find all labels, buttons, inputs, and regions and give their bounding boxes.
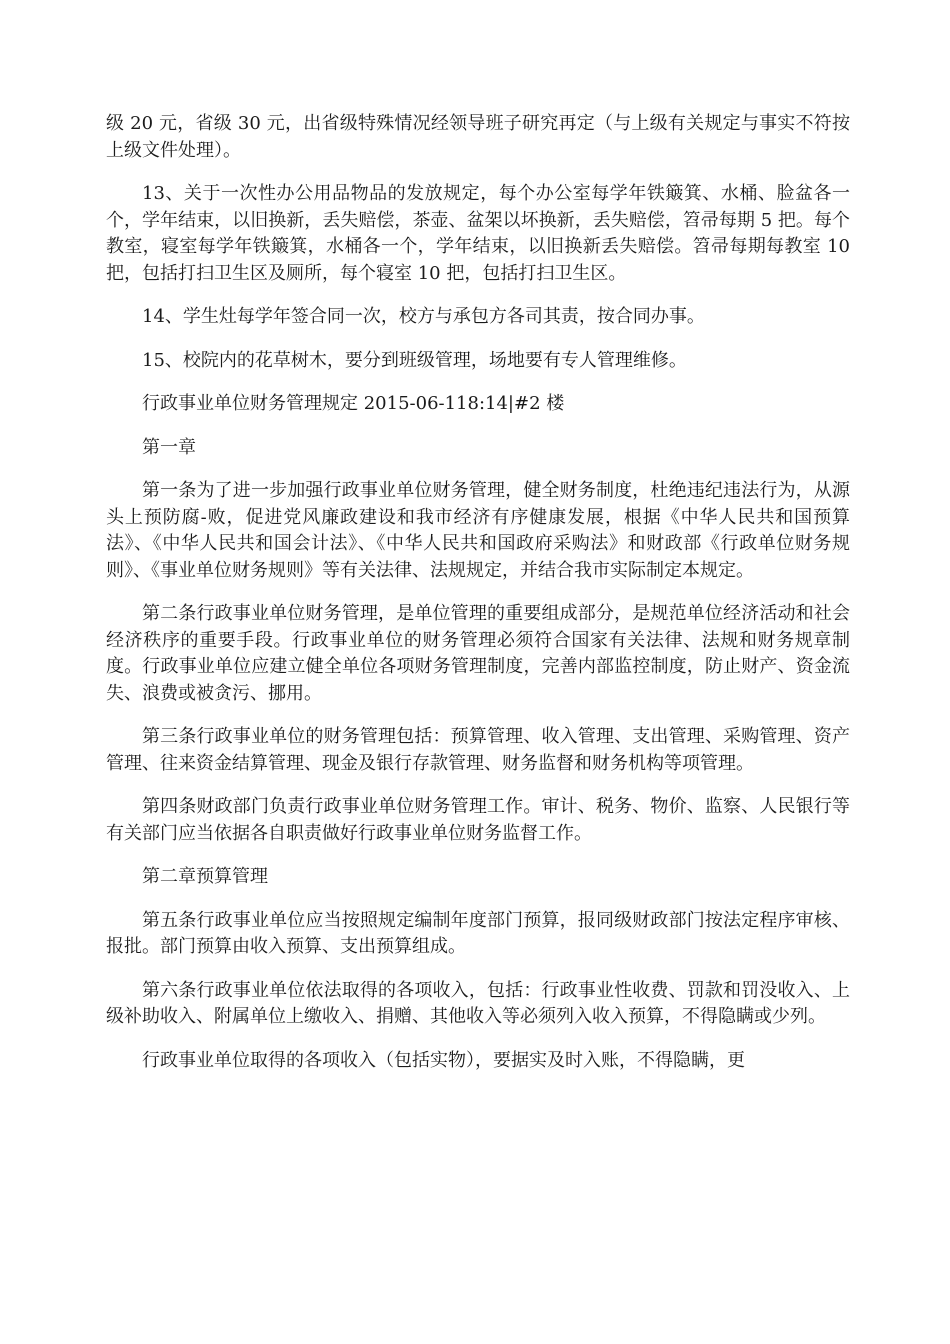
paragraph-item-13: 13、关于一次性办公用品物品的发放规定，每个办公室每学年铁簸箕、水桶、脸盆各一个，学年结束，以旧换新，丢失赔偿，茶壶、盆架以坏换新，丢失赔偿，笤帚每期 5 把。每个教室，寝室每学年铁簸箕，水桶各一个，学年结束，以旧换新丢失赔偿。笤帚每期每教室 10 把，包括打扫卫生区及厕所，每个寝室 10 把，包括打扫卫生区。 xyxy=(106,183,850,284)
article-6: 第六条行政事业单位依法取得的各项收入，包括：行政事业性收费、罚款和罚没收入、上级补助收入、附属单位上缴收入、捐赠、其他收入等必须列入收入预算，不得隐瞒或少列。 xyxy=(106,979,850,1027)
article-1: 第一条为了进一步加强行政事业单位财务管理，健全财务制度，杜绝违纪违法行为，从源头上预防腐-败，促进党风廉政建设和我市经济有序健康发展，根据《中华人民共和国预算法》、《中华人民共和国会计法》、《中华人民共和国政府采购法》和财政部《行政单位财务规则》、《事业单位财务规则》等有关法律、法规规定，并结合我市实际制定本规定。 xyxy=(106,480,850,581)
chapter-heading-1: 第一章 xyxy=(142,436,196,458)
paragraph-item-15: 15、校院内的花草树木，要分到班级管理，场地要有专人管理维修。 xyxy=(142,349,687,371)
chapter-heading-2: 第二章预算管理 xyxy=(142,866,268,887)
article-4: 第四条财政部门负责行政事业单位财务管理工作。审计、税务、物价、监察、人民银行等有关部门应当依据各自职责做好行政事业单位财务监督工作。 xyxy=(106,796,850,844)
article-3: 第三条行政事业单位的财务管理包括：预算管理、收入管理、支出管理、采购管理、资产管理、往来资金结算管理、现金及银行存款管理、财务监督和财务机构等项管理。 xyxy=(106,726,850,774)
paragraph-income-recording: 行政事业单位取得的各项收入（包括实物），要据实及时入账，不得隐瞒，更 xyxy=(142,1049,745,1071)
paragraph-item-14: 14、学生灶每学年签合同一次，校方与承包方各司其责，按合同办事。 xyxy=(142,306,705,327)
section-title: 行政事业单位财务管理规定 2015-06-118:14|#2 楼 xyxy=(142,393,565,414)
article-2: 第二条行政事业单位财务管理，是单位管理的重要组成部分，是规范单位经济活动和社会经济秩序的重要手段。行政事业单位的财务管理必须符合国家有关法律、法规和财务规章制度。行政事业单位应建立健全单位各项财务管理制度，完善内部监控制度，防止财产、资金流失、浪费或被贪污、挪用。 xyxy=(106,603,850,704)
article-5: 第五条行政事业单位应当按照规定编制年度部门预算，报同级财政部门按法定程序审核、报批。部门预算由收入预算、支出预算组成。 xyxy=(106,909,850,957)
document-page xyxy=(106,111,850,1091)
paragraph-continuation: 级 20 元，省级 30 元，出省级特殊情况经领导班子研究再定（与上级有关规定与事实不符按上级文件处理）。 xyxy=(106,113,850,161)
